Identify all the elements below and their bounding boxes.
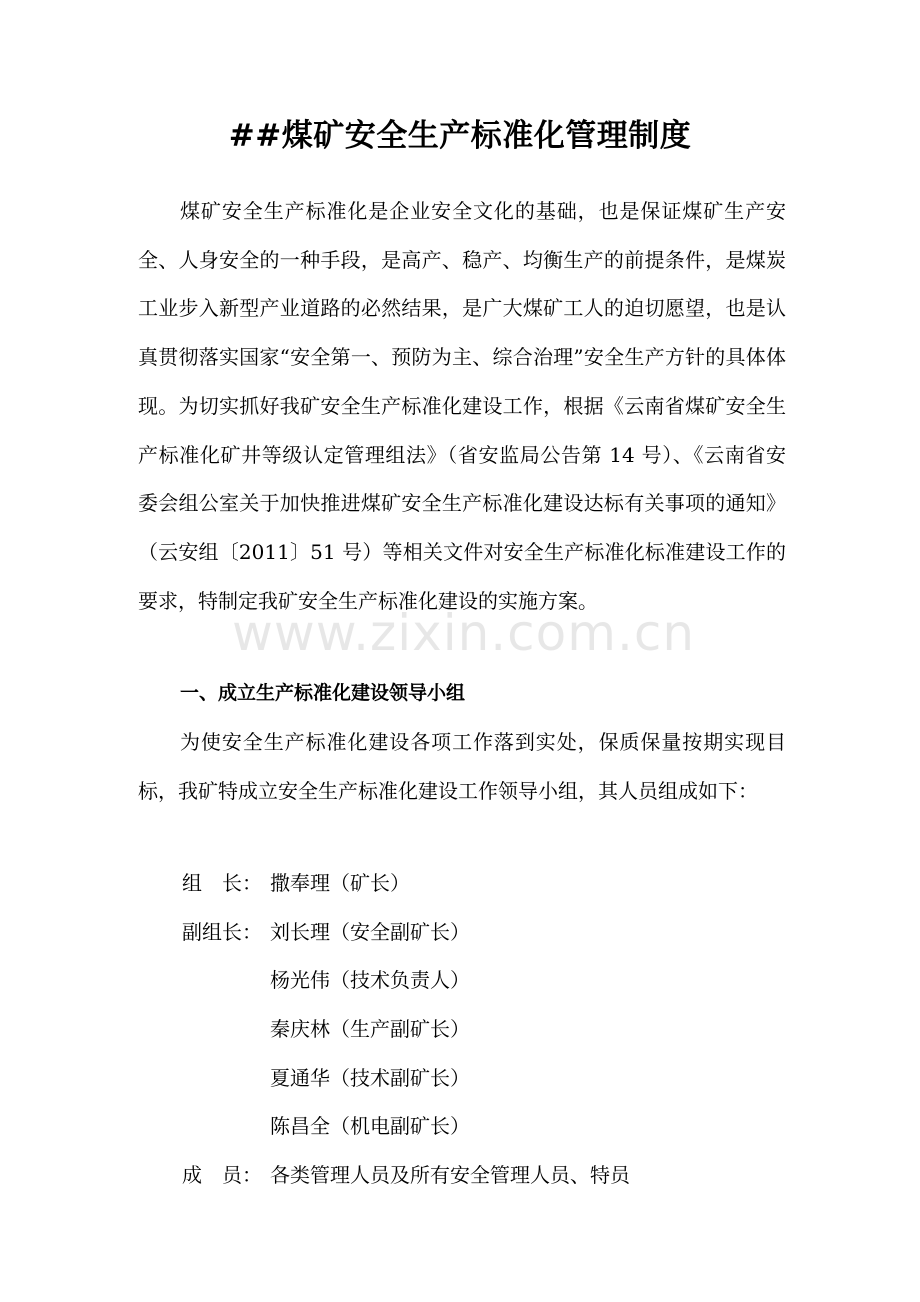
member-name: 杨光伟（技术负责人）: [270, 968, 470, 993]
intro-paragraph: 煤矿安全生产标准化是企业安全文化的基础，也是保证煤矿生产安全、人身安全的一种手段，是高产、稳产、均衡生产的前提条件，是煤炭工业步入新型产业道路的必然结果，是广大煤矿工人的迫切愿望，也是认真贯彻落实国家“安全第一、预防为主、综合治理”安全生产方针的具体体现。为切实抓好我矿安全生产标准化建设工作，根据《云南省煤矿安全生产标准化矿井等级认定管理组法》（省安监局公告第 14 号）、《云南省安委会组公室关于加快推进煤矿安全生产标准化建设达标有关事项的通知》（云安组〔2011〕51 号）等相关文件对安全生产标准化标准建设工作的要求，特制定我矿安全生产标准化建设的实施方案。: [138, 199, 786, 613]
watermark: www.zixin.com.cn: [232, 604, 696, 662]
member-name: 刘长理（安全副矿长）: [270, 919, 470, 944]
member-role: [182, 956, 270, 1005]
member-name: 撒奉理（矿长）: [270, 871, 410, 895]
section-paragraph: 为使安全生产标准化建设各项工作落到实处，保质保量按期实现目标，我矿特成立安全生产标准化建设工作领导小组，其人员组成如下：: [138, 730, 786, 803]
member-row: [182, 859, 782, 908]
member-row: [182, 1005, 782, 1054]
member-name: 陈昌全（机电副矿长）: [270, 1114, 470, 1139]
member-name: 秦庆林（生产副矿长）: [270, 1017, 470, 1042]
member-row: [182, 1102, 782, 1151]
member-list: [182, 859, 782, 1200]
member-row: [182, 908, 782, 957]
member-name: 各类管理人员及所有安全管理人员、特员: [270, 1163, 630, 1188]
member-role: [182, 1102, 270, 1151]
member-role: 成 员：: [182, 1163, 262, 1188]
member-row: [182, 1151, 782, 1200]
member-name: 夏通华（技术副矿长）: [270, 1065, 470, 1090]
section-heading: 一、成立生产标准化建设领导小组: [180, 682, 466, 704]
member-role: [182, 1005, 270, 1054]
member-role: 组 长：: [182, 871, 262, 895]
member-role: 副组长：: [182, 919, 262, 944]
member-row: [182, 956, 782, 1005]
member-role: [182, 1054, 270, 1103]
member-row: [182, 1054, 782, 1103]
document-title: ##煤矿安全生产标准化管理制度: [228, 118, 692, 154]
